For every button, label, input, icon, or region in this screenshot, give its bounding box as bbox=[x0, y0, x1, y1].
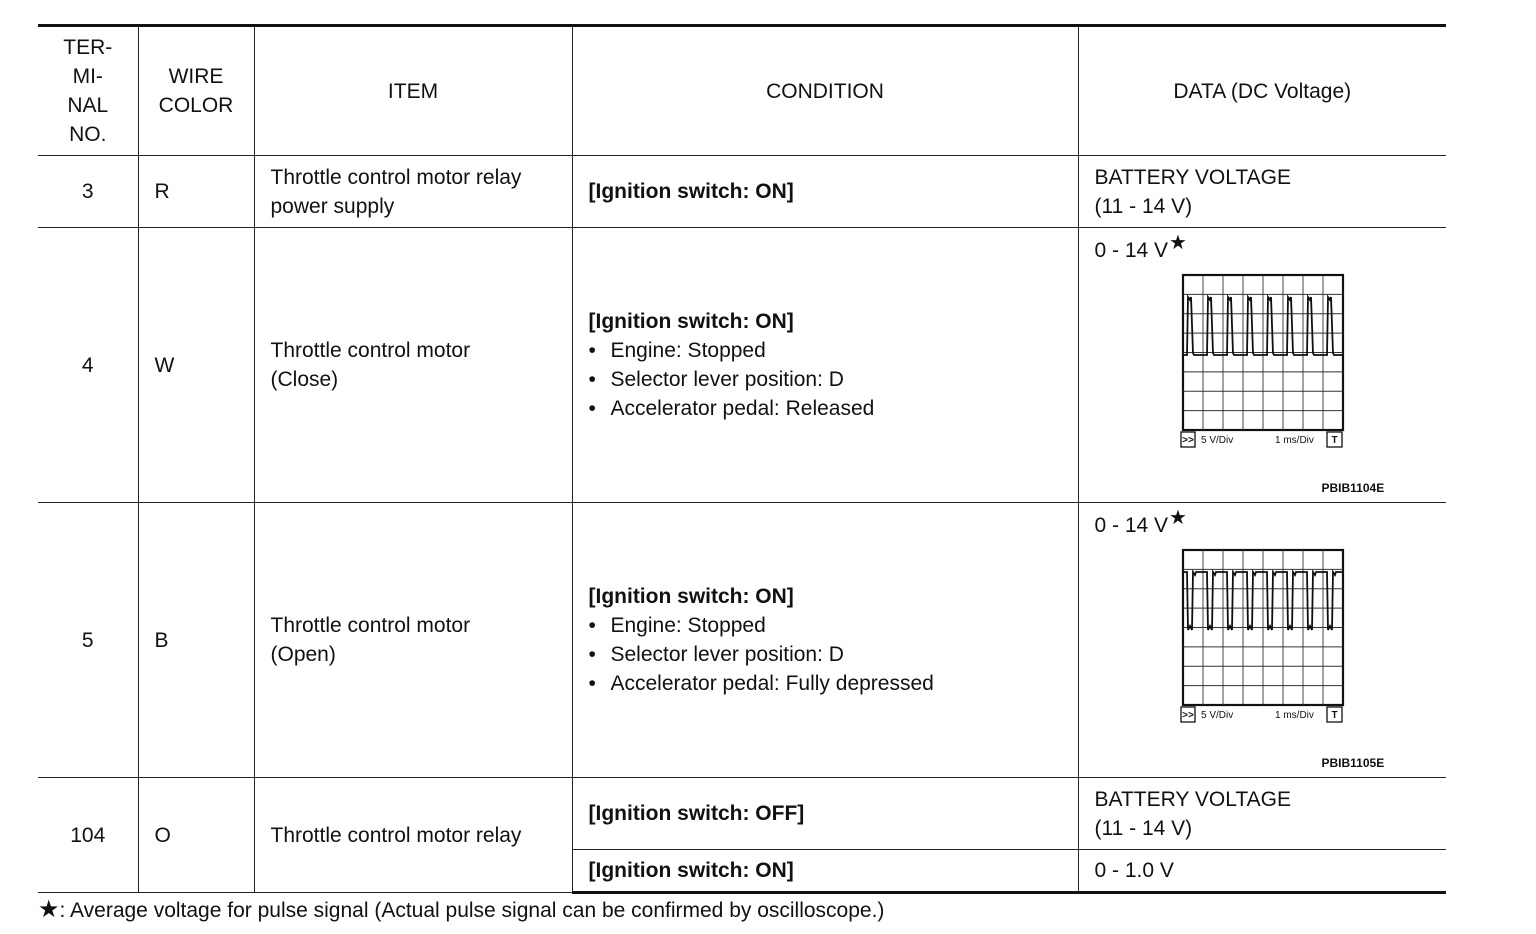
condition-heading: [Ignition switch: ON] bbox=[588, 859, 794, 882]
condition-item: • Selector lever position: D bbox=[589, 365, 1070, 394]
average-voltage bbox=[1094, 232, 1439, 266]
wire-color: O bbox=[138, 778, 254, 893]
data-cell bbox=[1078, 778, 1446, 850]
figure-id: PBIB1105E bbox=[1321, 756, 1385, 770]
terminal-number: 4 bbox=[38, 228, 138, 503]
item-line: (Close) bbox=[270, 368, 339, 391]
item-line: power supply bbox=[270, 194, 395, 218]
header-terminal-line: TER- bbox=[63, 36, 113, 59]
condition-item: • Selector lever position: D bbox=[589, 640, 1070, 669]
terminal-data-table-container bbox=[38, 24, 1446, 894]
scope-time-div: 1 ms/Div bbox=[1274, 710, 1314, 721]
scope-time-div: 1 ms/Div bbox=[1274, 435, 1314, 446]
item-line: Throttle control motor relay bbox=[270, 165, 522, 189]
scope-volt-div: 5 V/Div bbox=[1200, 435, 1233, 446]
condition-list bbox=[589, 611, 1070, 698]
star-mark: ★ bbox=[1169, 232, 1187, 254]
condition-cell bbox=[572, 156, 1078, 228]
header-data: DATA (DC Voltage) bbox=[1078, 26, 1446, 156]
condition-item: • Engine: Stopped bbox=[589, 336, 1070, 365]
scope-trigger: T bbox=[1330, 435, 1338, 446]
table-row bbox=[38, 228, 1446, 503]
data-value: 0 - 14 V bbox=[1094, 514, 1169, 537]
footnote bbox=[38, 895, 884, 925]
data-value: 0 - 14 V bbox=[1094, 239, 1169, 262]
table-row bbox=[38, 156, 1446, 228]
oscilloscope-figure bbox=[1095, 272, 1395, 502]
scope-volt-div: 5 V/Div bbox=[1200, 710, 1233, 721]
condition-cell bbox=[572, 850, 1078, 893]
item-line: Throttle control motor bbox=[270, 339, 471, 362]
header-terminal-line: NO. bbox=[69, 123, 107, 146]
data-cell: 0 - 1.0 V bbox=[1078, 850, 1446, 893]
data-cell bbox=[1078, 228, 1446, 503]
header-wire-color bbox=[138, 26, 254, 156]
average-voltage bbox=[1094, 507, 1439, 541]
data-cell bbox=[1078, 156, 1446, 228]
footnote-text: : Average voltage for pulse signal (Actual pulse signal can be confirmed by oscilloscope.) bbox=[59, 899, 885, 922]
wire-color: R bbox=[138, 156, 254, 228]
header-terminal-line: NAL bbox=[67, 94, 109, 117]
condition-heading: [Ignition switch: OFF] bbox=[588, 802, 805, 825]
data-line: BATTERY VOLTAGE bbox=[1094, 787, 1291, 811]
wire-color: W bbox=[138, 228, 254, 503]
wire-color: B bbox=[138, 503, 254, 778]
terminal-number: 104 bbox=[38, 778, 138, 893]
data-line: (11 - 14 V) bbox=[1094, 816, 1193, 840]
item-cell bbox=[254, 156, 572, 228]
figure-id: PBIB1104E bbox=[1321, 481, 1385, 495]
terminal-number: 5 bbox=[38, 503, 138, 778]
terminal-data-table bbox=[38, 24, 1446, 894]
condition-item: • Accelerator pedal: Fully depressed bbox=[589, 669, 1070, 698]
condition-cell bbox=[572, 778, 1078, 850]
condition-list bbox=[589, 336, 1070, 423]
table-row bbox=[38, 503, 1446, 778]
condition-cell bbox=[572, 503, 1078, 778]
header-terminal-no bbox=[38, 26, 138, 156]
condition-cell bbox=[572, 228, 1078, 503]
data-cell bbox=[1078, 503, 1446, 778]
terminal-number: 3 bbox=[38, 156, 138, 228]
oscilloscope-figure bbox=[1095, 547, 1395, 777]
scope-trigger: T bbox=[1330, 710, 1338, 721]
item-cell bbox=[254, 503, 572, 778]
table-row bbox=[38, 778, 1446, 850]
data-line: BATTERY VOLTAGE bbox=[1094, 165, 1291, 189]
scope-marker: >> bbox=[1181, 435, 1194, 446]
star-mark: ★ bbox=[1169, 507, 1187, 529]
condition-item: • Accelerator pedal: Released bbox=[589, 394, 1070, 423]
condition-heading: [Ignition switch: ON] bbox=[588, 310, 794, 333]
header-wire-line: COLOR bbox=[158, 94, 234, 117]
item-cell bbox=[254, 228, 572, 503]
item-line: Throttle control motor bbox=[270, 614, 471, 637]
oscilloscope-waveform bbox=[1180, 547, 1346, 729]
item-line: (Open) bbox=[270, 643, 336, 666]
condition-heading: [Ignition switch: ON] bbox=[588, 585, 794, 608]
item-cell: Throttle control motor relay bbox=[254, 778, 572, 893]
data-line: (11 - 14 V) bbox=[1094, 194, 1193, 218]
header-item: ITEM bbox=[254, 26, 572, 156]
header-condition: CONDITION bbox=[572, 26, 1078, 156]
condition-heading: [Ignition switch: ON] bbox=[588, 180, 794, 203]
scope-marker: >> bbox=[1181, 710, 1194, 721]
condition-item: • Engine: Stopped bbox=[589, 611, 1070, 640]
footnote-star: ★ bbox=[38, 896, 60, 923]
oscilloscope-waveform bbox=[1180, 272, 1346, 454]
table-header-row bbox=[38, 26, 1446, 156]
header-wire-line: WIRE bbox=[168, 65, 224, 88]
header-terminal-line: MI- bbox=[72, 65, 103, 88]
